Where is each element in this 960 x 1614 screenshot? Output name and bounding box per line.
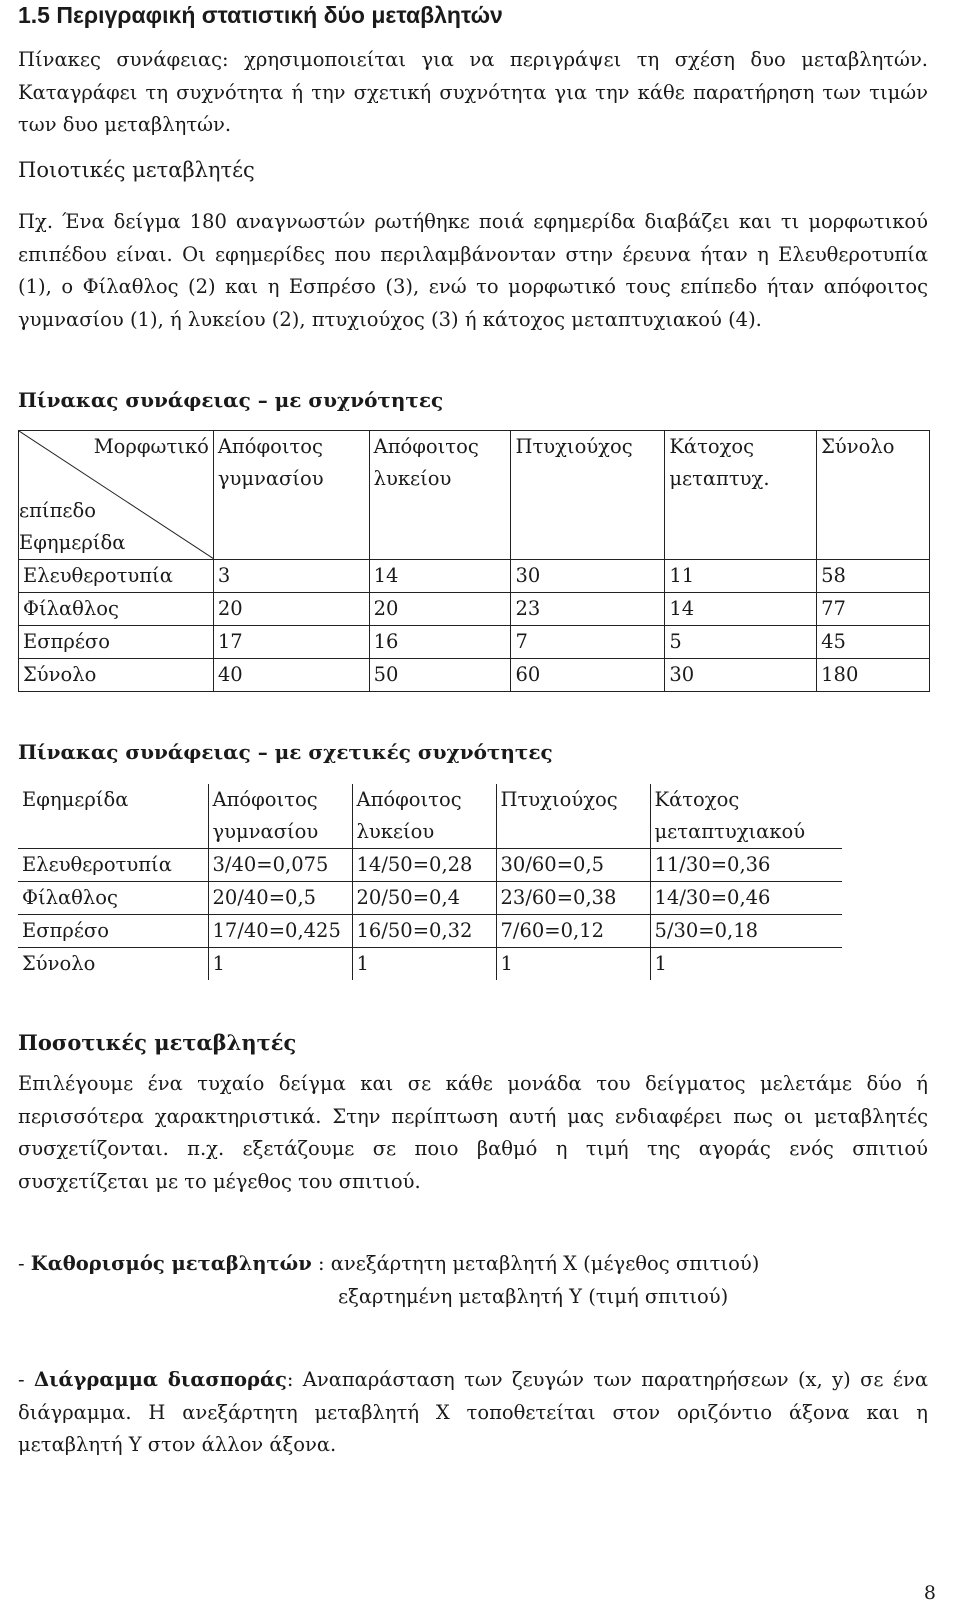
table-cell: 3/40=0,075 — [208, 849, 352, 882]
table1-header-row — [19, 431, 930, 560]
table1-header: Σύνολο — [817, 431, 930, 560]
quantitative-text: Επιλέγουμε ένα τυχαίο δείγμα και σε κάθε μονάδα του δείγματος μελετάμε δύο ή περισσότερα χαρακτηριστικά. Στην περίπτωση αυτή μας ενδιαφέρει πως οι μεταβλητές συσχετίζονται. π.χ. εξετάζουμε σε ποιο βαθμό η τιμή της αγοράς ενός σπιτιού συσχετίζεται με το μέγεθος του σπιτιού. — [18, 1072, 928, 1193]
table2-header: Κάτοχος μεταπτυχιακού — [650, 784, 842, 849]
table-cell: 1 — [650, 948, 842, 981]
table-cell: Σύνολο — [19, 659, 214, 692]
quantitative-heading: Ποσοτικές μεταβλητές — [18, 1030, 297, 1055]
table-cell: 1 — [496, 948, 650, 981]
example-text: Πχ. Ένα δείγμα 180 αναγνωστών ρωτήθηκε ποιά εφημερίδα διαβάζει και τι μορφωτικού επιπέδου είναι. Οι εφημερίδες που περιλαμβάνονταν στην έρευνα ήταν η Ελευθεροτυπία (1), ο Φίλαθλος (2) και η Εσπρέσο (3), ενώ το μορφωτικό τους επίπεδο ήταν απόφοιτος γυμνασίου (1), ή λυκείου (2), πτυχιούχος (3) ή κάτοχος μεταπτυχιακού (4). — [18, 210, 928, 331]
table-cell: 20/50=0,4 — [352, 882, 496, 915]
relative-frequency-table — [18, 784, 842, 980]
table-cell: Εσπρέσο — [18, 915, 208, 948]
scatter-term: Διάγραμμα διασποράς — [33, 1368, 287, 1391]
table1-title: Πίνακας συνάφειας – με συχνότητες — [18, 388, 444, 412]
table-cell: 23/60=0,38 — [496, 882, 650, 915]
section-heading: 1.5 Περιγραφική στατιστική δύο μεταβλητών — [18, 2, 503, 28]
table-cell: 5 — [665, 626, 817, 659]
definition-term: Καθορισμός μεταβλητών — [30, 1252, 312, 1275]
table-cell: 1 — [208, 948, 352, 981]
table-cell: 7 — [511, 626, 665, 659]
definition-line1: : ανεξάρτητη μεταβλητή Χ (μέγεθος σπιτιού) — [311, 1252, 760, 1275]
table-row — [18, 882, 842, 915]
table-cell: 23 — [511, 593, 665, 626]
definition-block — [18, 1248, 928, 1313]
table-cell: 180 — [817, 659, 930, 692]
table-cell: 58 — [817, 560, 930, 593]
table-cell: 3 — [213, 560, 369, 593]
table2-header: Απόφοιτος λυκείου — [352, 784, 496, 849]
table-row — [19, 593, 930, 626]
table-cell: 5/30=0,18 — [650, 915, 842, 948]
table1-header: Πτυχιούχος — [511, 431, 665, 560]
table-cell: Φίλαθλος — [18, 882, 208, 915]
table1-corner-cell — [19, 431, 214, 560]
table2-header-row — [18, 784, 842, 849]
table-cell: 30/60=0,5 — [496, 849, 650, 882]
table-cell: Φίλαθλος — [19, 593, 214, 626]
table-cell: 16 — [369, 626, 511, 659]
table-cell: 45 — [817, 626, 930, 659]
table-cell: 30 — [511, 560, 665, 593]
table-cell: 77 — [817, 593, 930, 626]
table-cell: 16/50=0,32 — [352, 915, 496, 948]
scatter-paragraph — [18, 1364, 928, 1462]
table-row — [19, 560, 930, 593]
corner-mid-label: επίπεδο — [19, 499, 96, 522]
table1-header: Απόφοιτος λυκείου — [369, 431, 511, 560]
scatter-text: : Αναπαράσταση των ζευγών των παρατηρήσεων (x, y) σε ένα διάγραμμα. Η ανεξάρτητη μεταβλητή Χ τοποθετείται στον οριζόντιο άξονα και η μεταβλητή Υ στον άλλον άξονα. — [18, 1368, 928, 1456]
table-cell: 7/60=0,12 — [496, 915, 650, 948]
table-cell: 20 — [213, 593, 369, 626]
corner-top-label: Μορφωτικό — [93, 435, 209, 458]
definition-dash: - — [18, 1252, 31, 1275]
table-row — [19, 626, 930, 659]
table-cell: Ελευθεροτυπία — [19, 560, 214, 593]
table-cell: Σύνολο — [18, 948, 208, 981]
table-cell: 14/50=0,28 — [352, 849, 496, 882]
example-paragraph — [18, 206, 928, 336]
corner-bottom-label: Εφημερίδα — [19, 531, 126, 554]
table-cell: 11 — [665, 560, 817, 593]
table-row — [18, 915, 842, 948]
table2-header: Εφημερίδα — [18, 784, 208, 849]
table-cell: 11/30=0,36 — [650, 849, 842, 882]
table2-title: Πίνακας συνάφειας – με σχετικές συχνότητες — [18, 740, 553, 764]
table-cell: Εσπρέσο — [19, 626, 214, 659]
table-cell: 50 — [369, 659, 511, 692]
intro-paragraph — [18, 44, 928, 142]
frequency-table — [18, 430, 930, 692]
table2-header: Απόφοιτος γυμνασίου — [208, 784, 352, 849]
table-cell: 20/40=0,5 — [208, 882, 352, 915]
table-row — [18, 849, 842, 882]
intro-text: χρησιμοποιείται για να περιγράψει τη σχέση δυο μεταβλητών. Καταγράφει τη συχνότητα ή την σχετική συχνότητα για την κάθε παρατήρηση των τιμών των δυο μεταβλητών. — [18, 48, 928, 136]
table-cell: 20 — [369, 593, 511, 626]
table1-header: Απόφοιτος γυμνασίου — [213, 431, 369, 560]
qualitative-heading: Ποιοτικές μεταβλητές — [18, 158, 255, 182]
table1-header: Κάτοχος μεταπτυχ. — [665, 431, 817, 560]
table-cell: 14 — [665, 593, 817, 626]
table-cell: 60 — [511, 659, 665, 692]
page-number: 8 — [923, 1582, 936, 1604]
table-cell: Ελευθεροτυπία — [18, 849, 208, 882]
table-cell: 14 — [369, 560, 511, 593]
table-cell: 17/40=0,425 — [208, 915, 352, 948]
scatter-dash: - — [18, 1368, 34, 1391]
table2-header: Πτυχιούχος — [496, 784, 650, 849]
table-row — [19, 659, 930, 692]
table-cell: 30 — [665, 659, 817, 692]
table-cell: 17 — [213, 626, 369, 659]
quantitative-paragraph — [18, 1068, 928, 1198]
intro-term: Πίνακες συνάφειας: — [18, 48, 229, 71]
table-cell: 40 — [213, 659, 369, 692]
definition-line2: εξαρτημένη μεταβλητή Υ (τιμή σπιτιού) — [338, 1284, 729, 1308]
table-row — [18, 948, 842, 981]
table-cell: 1 — [352, 948, 496, 981]
table-cell: 14/30=0,46 — [650, 882, 842, 915]
